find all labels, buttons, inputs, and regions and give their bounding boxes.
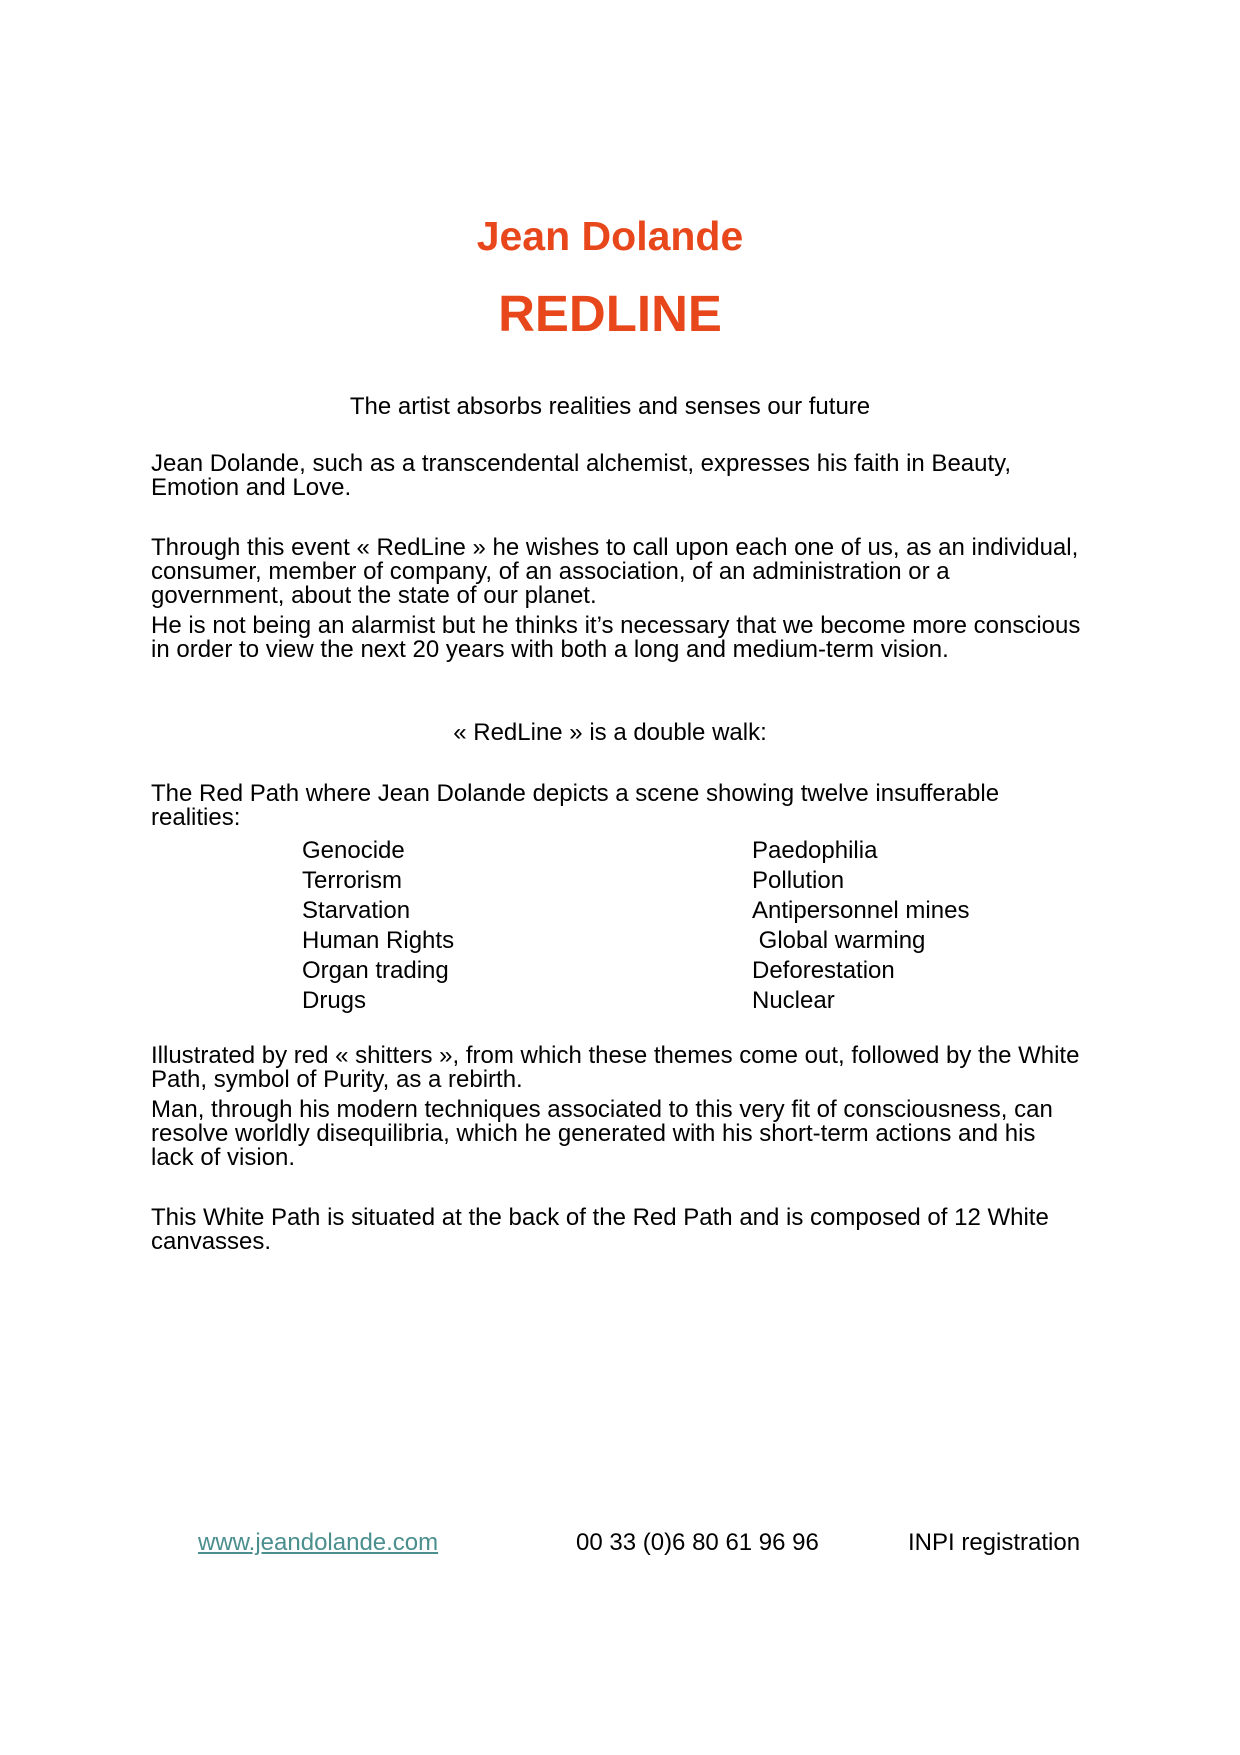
alarmist-paragraph: He is not being an alarmist but he thinks it’s necessary that we become more conscious in order to view the next 20 years with both a long and medium-term vision. [151, 612, 1081, 663]
list-item: Global warming [752, 927, 926, 954]
list-item: Paedophilia [752, 837, 878, 864]
subtitle: The artist absorbs realities and senses our future [349, 393, 871, 420]
techniques-paragraph: Man, through his modern techniques associated to this very fit of consciousness, can resolve worldly disequilibria, which he generated with his short-term actions and his lack of vision. [151, 1096, 1053, 1171]
red-path-paragraph: The Red Path where Jean Dolande depicts a scene showing twelve insufferable realities: [151, 780, 1000, 831]
phone-number: 00 33 (0)6 80 61 96 96 [576, 1529, 819, 1556]
author-name: Jean Dolande [476, 213, 744, 259]
list-item: Organ trading [302, 957, 449, 984]
list-item: Drugs [302, 987, 367, 1014]
list-item: Nuclear [752, 987, 835, 1014]
double-walk-line: « RedLine » is a double walk: [453, 719, 767, 746]
list-item: Human Rights [302, 927, 455, 954]
list-item: Starvation [302, 897, 411, 924]
registration-note: INPI registration [908, 1529, 1081, 1556]
white-path-paragraph: This White Path is situated at the back of the Red Path and is composed of 12 White canvasses. [151, 1204, 1049, 1255]
list-item: Deforestation [752, 957, 895, 984]
website-link[interactable]: www.jeandolande.com [198, 1529, 439, 1556]
shitters-paragraph: Illustrated by red « shitters », from which these themes come out, followed by the White Path, symbol of Purity, as a rebirth. [151, 1042, 1080, 1093]
list-item: Pollution [752, 867, 845, 894]
realities-list-right [752, 836, 969, 1016]
list-item: Terrorism [302, 867, 402, 894]
intro-paragraph: Jean Dolande, such as a transcendental alchemist, expresses his faith in Beauty, Emotion and Love. [151, 450, 1012, 501]
page-title: REDLINE [498, 285, 722, 342]
event-paragraph: Through this event « RedLine » he wishes to call upon each one of us, as an individual, consumer, member of company, of an association, of an administration or a government, about the state of our planet. [151, 534, 1079, 609]
list-item: Genocide [302, 837, 405, 864]
realities-list-left [302, 836, 454, 1016]
list-item: Antipersonnel mines [752, 897, 970, 924]
